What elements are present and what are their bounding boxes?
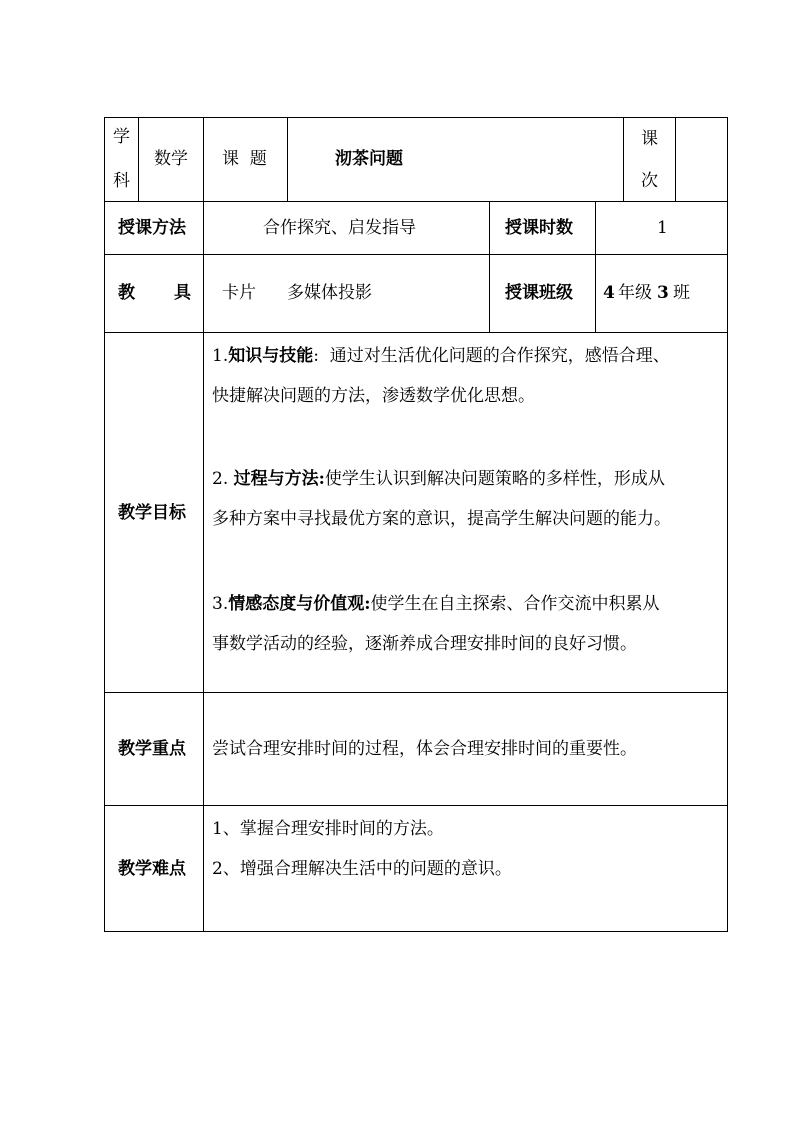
row-divider (104, 692, 728, 693)
hours-value: 1 (657, 218, 668, 238)
class-grade: 年级 (618, 283, 652, 303)
goal-3-title: 情感态度与价值观: (228, 594, 371, 614)
col-divider (489, 201, 490, 332)
difficulty-item-2: 2、增强合理解决生活中的问题的意识。 (212, 859, 512, 879)
goal-1-text-2: 快捷解决问题的方法，渗透数学优化思想。 (212, 386, 535, 406)
col-divider (675, 117, 676, 201)
class-grade-number: 4 (603, 283, 615, 303)
goal-3 (212, 584, 727, 664)
subject-label-bottom: 科 (113, 171, 130, 191)
goal-1-line-1 (212, 336, 727, 376)
goal-2-text-2: 多种方案中寻找最优方案的意识，提高学生解决问题的能力。 (212, 509, 671, 529)
tools-label-right: 具 (174, 283, 191, 303)
goal-2-line-1 (212, 459, 727, 499)
tools-label-left: 教 (118, 283, 135, 303)
goal-3-line-1 (212, 584, 727, 624)
key-points-label: 教学重点 (118, 739, 186, 759)
lesson-label-bottom: 次 (641, 171, 658, 191)
table-border-bottom (104, 931, 728, 932)
difficulty-item-1: 1、掌握合理安排时间的方法。 (212, 819, 444, 839)
key-points-value: 尝试合理安排时间的过程，体会合理安排时间的重要性。 (212, 739, 637, 759)
hours-label: 授课时数 (505, 218, 573, 238)
goal-2-prefix: 2. (212, 469, 234, 489)
goal-2-title: 过程与方法: (233, 469, 325, 489)
goal-1-prefix: 1. (212, 346, 229, 366)
goal-1-text-1: : 通过对生活优化问题的合作探究，感悟合理、 (313, 346, 670, 366)
topic-label: 课 题 (222, 149, 267, 169)
method-label: 授课方法 (118, 218, 186, 238)
tools-value-projector: 多媒体投影 (287, 283, 372, 303)
goal-2-text-1: 使学生认识到解决问题策略的多样性，形成从 (324, 469, 665, 489)
goal-3-prefix: 3. (212, 594, 229, 614)
goal-1-title: 知识与技能 (228, 346, 314, 366)
difficulties-label: 教学难点 (118, 859, 186, 879)
col-divider (595, 201, 596, 332)
goal-1 (212, 336, 727, 416)
lesson-label-top: 课 (641, 129, 658, 149)
subject-value: 数学 (154, 149, 188, 169)
row-divider (104, 805, 728, 806)
class-number: 3 (657, 283, 669, 303)
goal-2 (212, 459, 727, 539)
table-border-top (104, 117, 728, 118)
topic-value: 沏茶问题 (335, 149, 403, 169)
method-value: 合作探究、启发指导 (263, 218, 416, 238)
col-divider (138, 117, 139, 201)
table-border-left (104, 117, 105, 932)
class-label: 授课班级 (505, 283, 573, 303)
col-divider (287, 117, 288, 201)
col-divider (623, 117, 624, 201)
row-divider (104, 332, 728, 333)
class-suffix: 班 (673, 283, 690, 303)
goal-3-text-1: 使学生在自主探索、合作交流中积累从 (370, 594, 660, 614)
row-divider (104, 254, 728, 255)
subject-label-top: 学 (113, 127, 130, 147)
row-divider (104, 201, 728, 202)
table-border-right (727, 117, 728, 932)
goals-label: 教学目标 (118, 503, 186, 523)
col-divider (203, 117, 204, 932)
goal-3-text-2: 事数学活动的经验，逐渐养成合理安排时间的良好习惯。 (212, 634, 637, 654)
tools-value-cards: 卡片 (222, 283, 256, 303)
